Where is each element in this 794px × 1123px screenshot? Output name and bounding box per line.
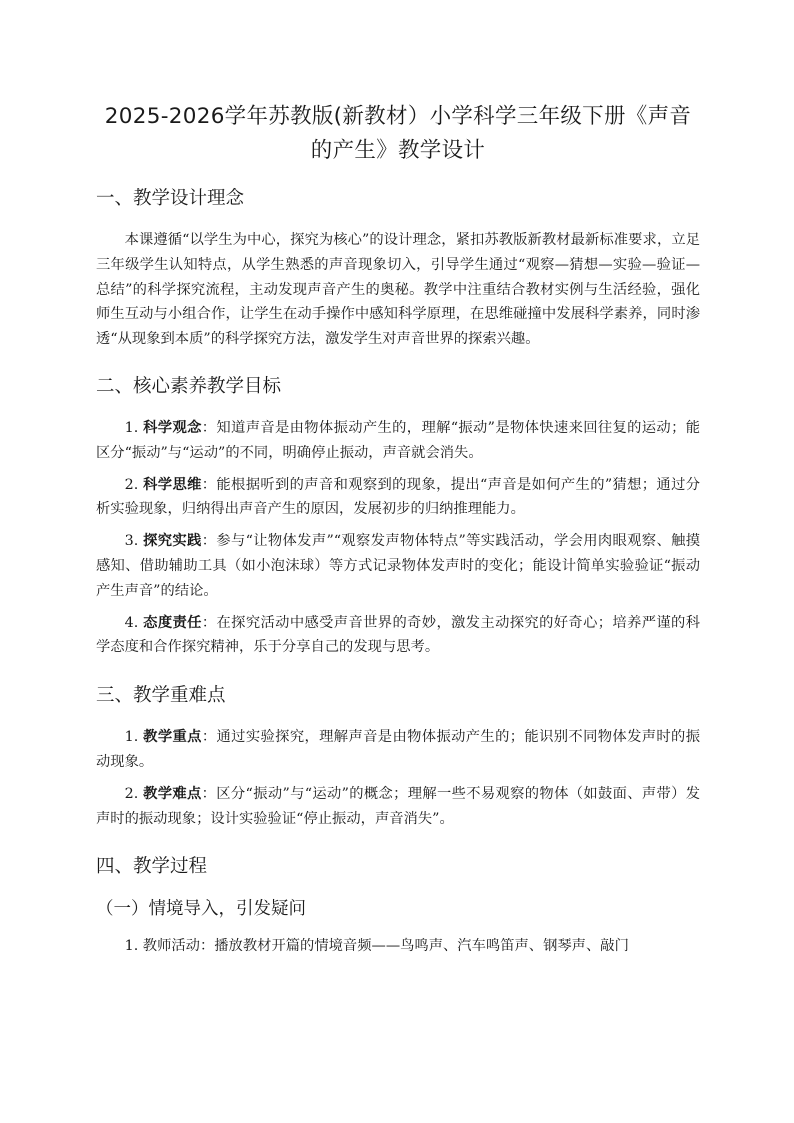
objective-item: [96, 473, 700, 523]
teacher-activity-line: 1. 教师活动：播放教材开篇的情境音频——鸟鸣声、汽车鸣笛声、钢琴声、敲门: [124, 938, 629, 955]
item-number: 2.: [124, 785, 139, 802]
item-separator: ：: [201, 419, 217, 436]
document-title: 2025-2026学年苏教版(新教材）小学科学三年级下册《声音的产生》教学设计: [104, 104, 692, 163]
item-label: 科学观念: [143, 419, 202, 436]
document-page: [96, 100, 700, 959]
item-separator: ：: [201, 476, 217, 493]
item-separator: ：: [201, 533, 217, 550]
item-text: 通过实验探究，理解声音是由物体振动产生的；能识别不同物体发声时的振动现象。: [96, 729, 701, 770]
objective-item: [96, 529, 700, 603]
item-number: 2.: [124, 476, 139, 493]
item-text: 参与“让物体发声”“观察发声物体特点”等实践活动，学会用肉眼观察、触摸感知、借助辅助工具（如小泡沫球）等方式记录物体发声时的变化；能设计简单实验验证“振动产生声音”的结论。: [96, 533, 701, 599]
item-text: 能根据听到的声音和观察到的现象，提出“声音是如何产生的”猜想；通过分析实验现象，归纳得出声音产生的原因，发展初步的归纳推理能力。: [96, 476, 701, 518]
objective-item: [96, 611, 700, 661]
section-heading-design-concept: 一、教学设计理念: [96, 188, 245, 209]
item-label: 态度责任: [143, 614, 202, 631]
item-number: 3.: [124, 533, 139, 550]
item-text: 在探究活动中感受声音世界的奇妙，激发主动探究的好奇心；培养严谨的科学态度和合作探究精神，乐于分享自己的发现与思考。: [96, 614, 701, 656]
item-number: 4.: [124, 614, 139, 631]
item-text: 区分“振动”与“运动”的概念；理解一些不易观察的物体（如鼓面、声带）发声时的振动现象；设计实验验证“停止振动，声音消失”。: [96, 785, 701, 827]
section-heading-key-points: 三、教学重难点: [96, 685, 226, 707]
key-point-item: [96, 782, 700, 832]
objective-item: [96, 416, 700, 466]
item-label: 教学重点: [143, 729, 202, 746]
item-label: 教学难点: [143, 785, 202, 802]
design-concept-paragraph: 本课遵循“以学生为中心，探究为核心”的设计理念，紧扣苏教版新教材最新标准要求，立足三年级学生认知特点，从学生熟悉的声音现象切入，引导学生通过“观察—猜想—实验—验证—总结”的科学探究流程，主动发现声音产生的奥秘。教学中注重结合教材实例与生活经验，强化师生互动与小组合作，让学生在动手操作中感知科学原理，在思维碰撞中发展科学素养，同时渗透“从现象到本质”的科学探究方法，激发学生对声音世界的探索兴趣。: [96, 232, 700, 348]
subsection-heading-introduction: （一）情境导入，引发疑问: [96, 899, 306, 920]
item-text: 知道声音是由物体振动产生的，理解“振动”是物体快速来回往复的运动；能区分“振动”与“运动”的不同，明确停止振动，声音就会消失。: [96, 419, 701, 461]
item-separator: ：: [201, 614, 217, 631]
section-heading-teaching-process: 四、教学过程: [96, 856, 208, 878]
item-number: 1.: [124, 729, 139, 746]
section-heading-objectives: 二、核心素养教学目标: [96, 375, 282, 397]
key-point-item: [96, 725, 700, 775]
item-separator: ：: [201, 729, 217, 746]
item-number: 1.: [124, 419, 139, 436]
item-separator: ：: [201, 785, 217, 802]
item-label: 科学思维: [143, 476, 202, 493]
item-label: 探究实践: [143, 533, 202, 550]
